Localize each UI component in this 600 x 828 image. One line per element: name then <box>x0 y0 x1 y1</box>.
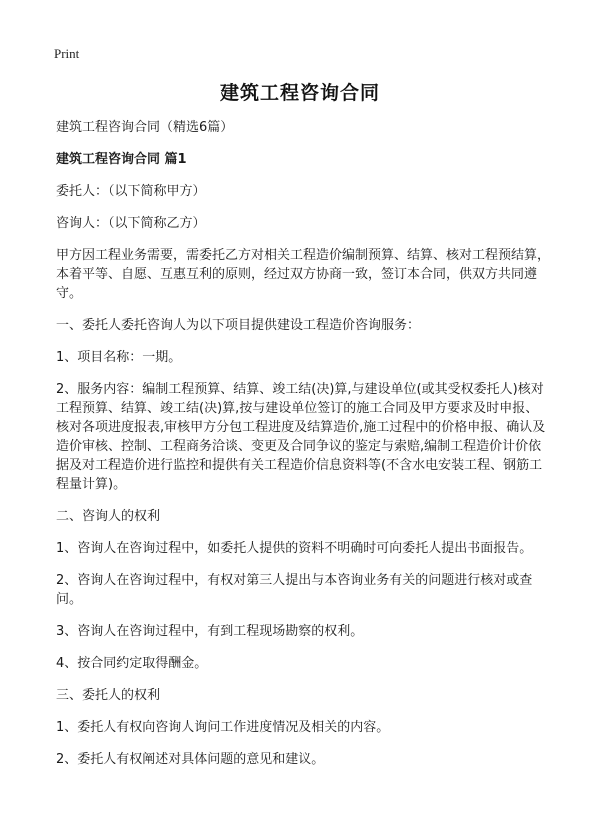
clause-1-item-2: 2、服务内容：编制工程预算、结算、竣工结(决)算,与建设单位(或其受权委托人)核对工程预算、结算、竣工结(决)算,按与建设单位签订的施工合同及甲方要求及时申报、核对各项进度报表,审核甲方分包工程进度及结算造价,施工过程中的价格申报、确认及造价审核、控制、工程商务洽谈、变更及合同争议的鉴定与索赔,编制工程造价计价依据及对工程造价进行监控和提供有关工程造价信息资料等(不含水电安装工程、钢筋工程量计算)。 <box>56 382 546 492</box>
clause-2-item-1: 1、咨询人在咨询过程中，如委托人提供的资料不明确时可向委托人提出书面报告。 <box>56 541 533 556</box>
clause-2-item-3: 3、咨询人在咨询过程中，有到工程现场勘察的权利。 <box>56 624 364 639</box>
clause-1-item-1: 1、项目名称：一期。 <box>56 350 182 365</box>
clause-3-item-2: 2、委托人有权阐述对具体问题的意见和建议。 <box>56 752 325 767</box>
clause-2-item-4: 4、按合同约定取得酬金。 <box>56 656 208 671</box>
document-subtitle: 建筑工程咨询合同（精选6篇） <box>56 120 234 135</box>
clause-3-item-1: 1、委托人有权向咨询人询问工作进度情况及相关的内容。 <box>56 720 390 735</box>
clause-2-title: 二、咨询人的权利 <box>56 509 161 524</box>
print-label[interactable]: Print <box>54 46 80 61</box>
clause-3-title: 三、委托人的权利 <box>56 688 161 703</box>
document-content <box>56 118 550 782</box>
client-line: 委托人：（以下简称甲方） <box>56 184 206 199</box>
section-heading: 建筑工程咨询合同 篇1 <box>56 152 187 167</box>
consultant-line: 咨询人：（以下简称乙方） <box>56 216 206 231</box>
page-title: 建筑工程咨询合同 <box>219 82 380 104</box>
clause-1-title: 一、委托人委托咨询人为以下项目提供建设工程造价咨询服务： <box>56 318 421 333</box>
intro-paragraph: 甲方因工程业务需要，需委托乙方对相关工程造价编制预算、结算、核对工程预结算，本着平等、自愿、互惠互利的原则，经过双方协商一致，签订本合同，供双方共同遵守。 <box>56 248 551 301</box>
clause-2-item-2: 2、咨询人在咨询过程中，有权对第三人提出与本咨询业务有关的问题进行核对或查问。 <box>56 573 533 607</box>
